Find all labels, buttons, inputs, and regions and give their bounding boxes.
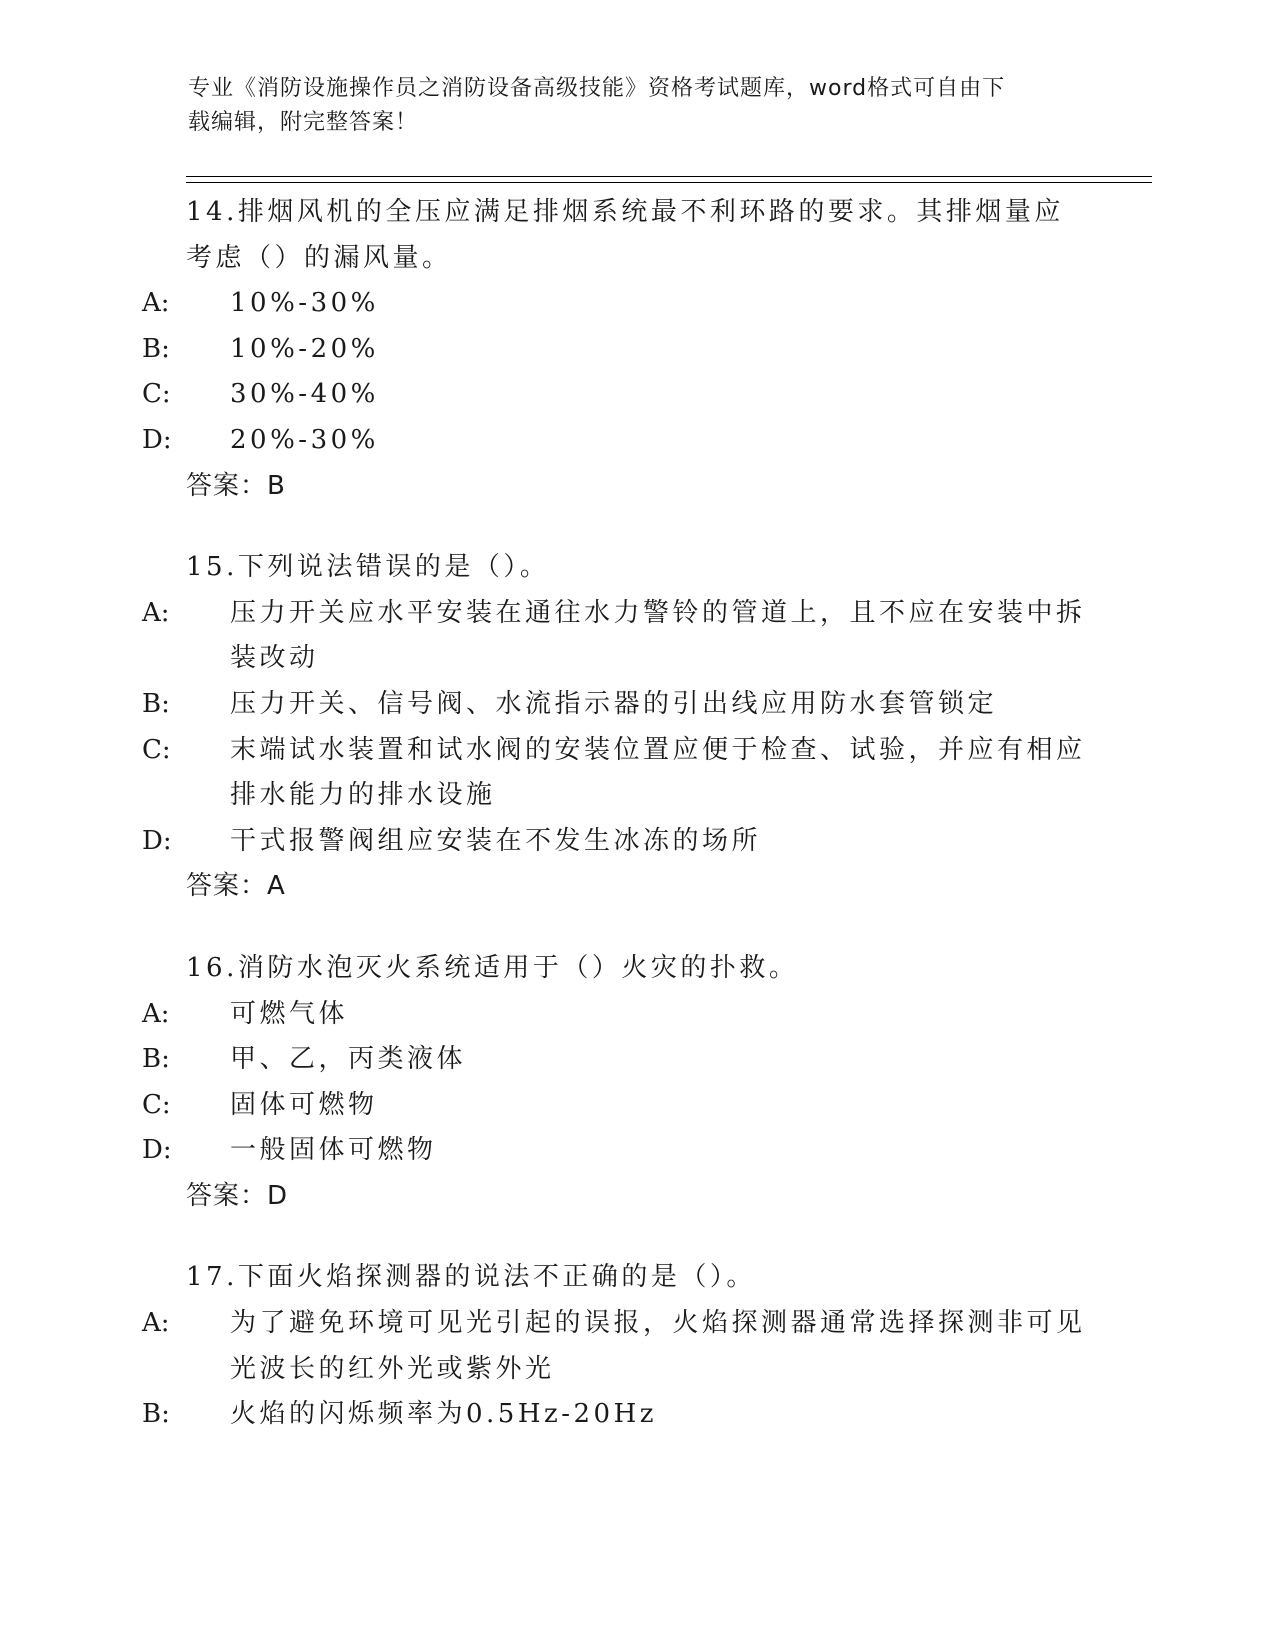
option-b	[142, 682, 1086, 728]
answer-line: 答案：D	[186, 1180, 289, 1211]
header-line-2: 载编辑，附完整答案！	[188, 110, 419, 135]
option-letter: A:	[142, 998, 170, 1029]
option-letter: C:	[142, 379, 171, 410]
option-letter: A:	[142, 1308, 170, 1339]
option-c	[142, 372, 1086, 418]
option-letter: B:	[142, 1399, 170, 1430]
option-c	[142, 1083, 1086, 1129]
option-letter: C:	[142, 734, 171, 765]
option-text: 可燃气体	[230, 998, 349, 1029]
answer-line: 答案：B	[186, 470, 286, 501]
option-b	[142, 1392, 1086, 1438]
option-letter: D:	[142, 1135, 172, 1166]
option-letter: A:	[142, 597, 170, 628]
option-letter: D:	[142, 825, 172, 856]
option-text: 10%-30%	[230, 288, 379, 319]
option-a	[142, 591, 1086, 682]
header-divider-bottom	[186, 182, 1152, 183]
option-b	[142, 327, 1086, 373]
option-letter: B:	[142, 333, 170, 364]
option-text: 30%-40%	[230, 379, 379, 410]
option-a	[142, 1301, 1086, 1392]
option-d	[142, 819, 1086, 865]
option-text: 火焰的闪烁频率为0.5Hz-20Hz	[230, 1399, 657, 1430]
question-14	[142, 190, 1086, 509]
option-text: 为了避免环境可见光引起的误报，火焰探测器通常选择探测非可见光波长的红外光或紫外光	[230, 1308, 1086, 1384]
option-letter: A:	[142, 288, 170, 319]
header-divider-top	[186, 176, 1152, 177]
option-text: 压力开关应水平安装在通往水力警铃的管道上，且不应在安装中拆装改动	[230, 597, 1086, 674]
option-letter: B:	[142, 1044, 170, 1075]
option-c	[142, 728, 1086, 819]
option-text: 干式报警阀组应安装在不发生冰冻的场所	[230, 825, 762, 856]
header-line-1: 专业《消防设施操作员之消防设备高级技能》资格考试题库，word格式可自由下	[188, 76, 1006, 101]
question-15	[142, 545, 1086, 910]
question-17	[142, 1255, 1086, 1437]
option-text: 末端试水装置和试水阀的安装位置应便于检查、试验，并应有相应排水能力的排水设施	[230, 734, 1086, 811]
option-letter: B:	[142, 688, 170, 719]
question-text: 17.下面火焰探测器的说法不正确的是（）。	[186, 1262, 756, 1293]
question-text: 14.排烟风机的全压应满足排烟系统最不利环路的要求。其排烟量应考虑（）的漏风量。	[186, 197, 1064, 273]
option-d	[142, 1128, 1086, 1174]
option-text: 压力开关、信号阀、水流指示器的引出线应用防水套管锁定	[230, 688, 998, 719]
answer-line: 答案：A	[186, 871, 286, 902]
question-text: 15.下列说法错误的是（）。	[186, 552, 550, 583]
option-d	[142, 418, 1086, 464]
option-text: 10%-20%	[230, 333, 379, 364]
option-text: 甲、乙，丙类液体	[230, 1044, 467, 1075]
question-text: 16.消防水泡灭火系统适用于（）火灾的扑救。	[186, 952, 799, 983]
option-letter: C:	[142, 1089, 171, 1120]
option-a	[142, 281, 1086, 327]
option-text: 固体可燃物	[230, 1089, 378, 1120]
option-letter: D:	[142, 424, 172, 455]
option-text: 20%-30%	[230, 424, 379, 455]
option-b	[142, 1037, 1086, 1083]
option-a	[142, 992, 1086, 1038]
question-list	[142, 190, 1086, 1474]
question-16	[142, 946, 1086, 1220]
document-header	[188, 72, 1068, 140]
option-text: 一般固体可燃物	[230, 1135, 437, 1166]
